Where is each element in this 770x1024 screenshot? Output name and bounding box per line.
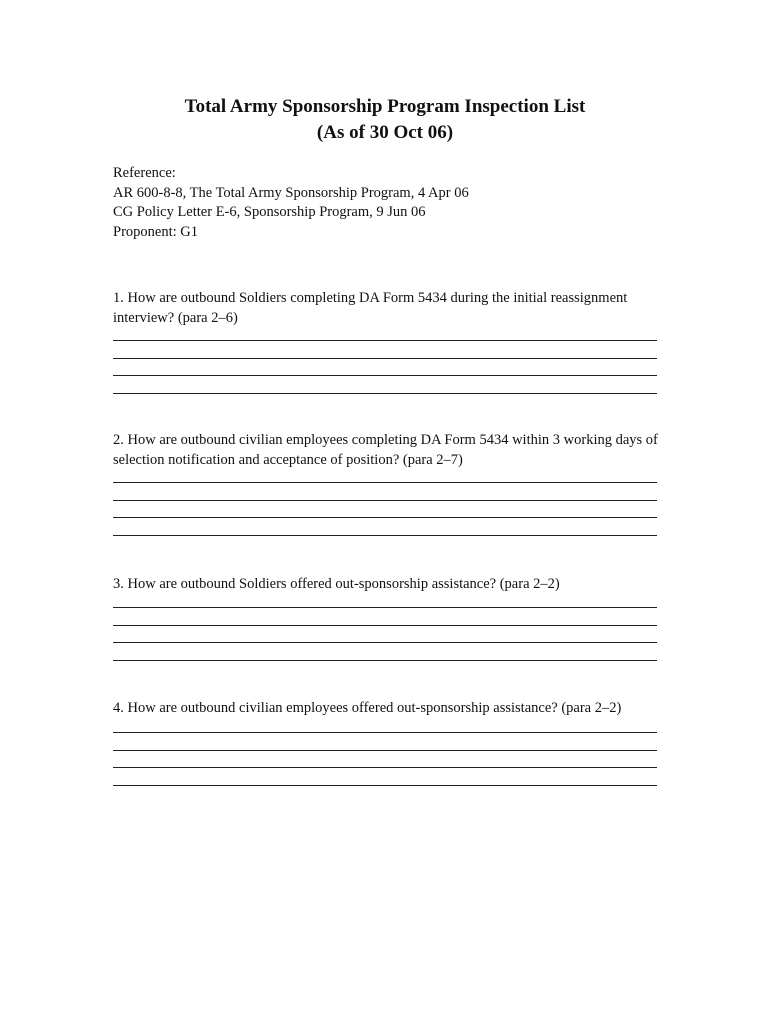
answer-line[interactable] <box>113 750 657 751</box>
answer-line[interactable] <box>113 642 657 643</box>
document-title: Total Army Sponsorship Program Inspection List <box>184 96 586 117</box>
answer-lines-2 <box>113 482 657 552</box>
answer-line[interactable] <box>113 375 657 376</box>
answer-line[interactable] <box>113 500 657 501</box>
answer-line[interactable] <box>113 517 657 518</box>
answer-line[interactable] <box>113 393 657 394</box>
answer-line[interactable] <box>113 535 657 536</box>
question-2: 2. How are outbound civilian employees completing DA Form 5434 within 3 working days of selection notification and acceptance of position? (para 2–7) <box>113 432 658 468</box>
proponent-line: Proponent: G1 <box>113 223 198 240</box>
reference-block <box>113 164 673 242</box>
answer-line[interactable] <box>113 660 657 661</box>
question-1: 1. How are outbound Soldiers completing DA Form 5434 during the initial reassignment interview? (para 2–6) <box>113 290 628 326</box>
question-3: 3. How are outbound Soldiers offered out-sponsorship assistance? (para 2–2) <box>113 576 560 592</box>
answer-lines-4 <box>113 732 657 802</box>
answer-line[interactable] <box>113 732 657 733</box>
answer-lines-1 <box>113 340 657 410</box>
answer-line[interactable] <box>113 625 657 626</box>
answer-line[interactable] <box>113 607 657 608</box>
answer-lines-3 <box>113 607 657 677</box>
answer-line[interactable] <box>113 340 657 341</box>
document-subtitle: (As of 30 Oct 06) <box>316 122 454 143</box>
reference-item: AR 600-8-8, The Total Army Sponsorship Program, 4 Apr 06 <box>113 184 469 201</box>
reference-label: Reference: <box>113 165 176 181</box>
answer-line[interactable] <box>113 767 657 768</box>
answer-line[interactable] <box>113 358 657 359</box>
answer-line[interactable] <box>113 785 657 786</box>
question-4: 4. How are outbound civilian employees offered out-sponsorship assistance? (para 2–2) <box>113 700 622 716</box>
reference-item: CG Policy Letter E-6, Sponsorship Program, 9 Jun 06 <box>113 204 426 220</box>
answer-line[interactable] <box>113 482 657 483</box>
